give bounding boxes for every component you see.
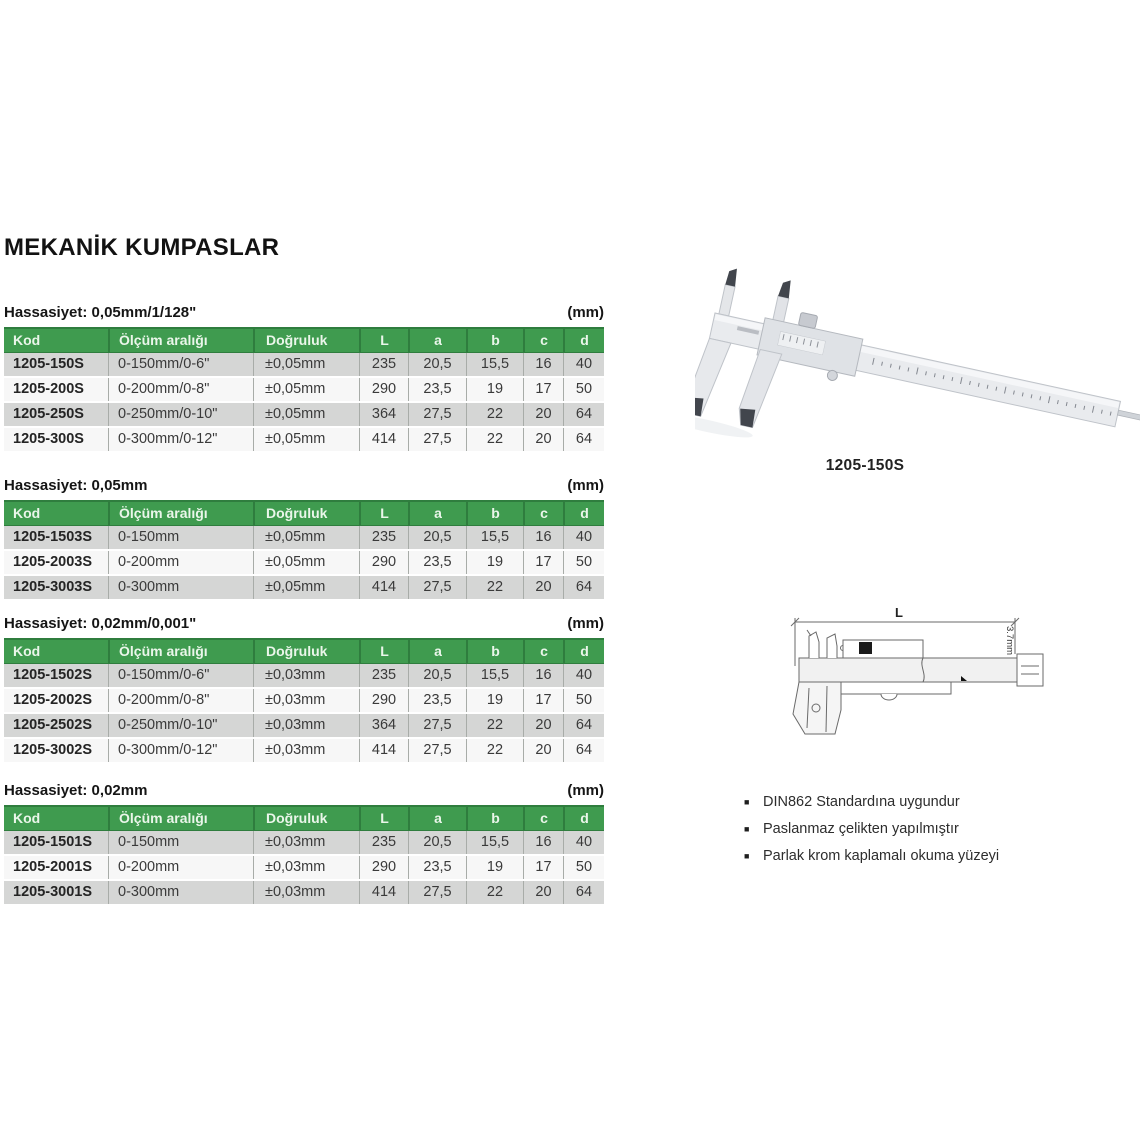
cell-kod: 1205-2502S (13, 717, 93, 733)
col-header-b: b (466, 640, 523, 663)
col-header-a: a (408, 807, 466, 830)
cell-accuracy: ±0,03mm (253, 856, 359, 879)
cell-b: 22 (466, 403, 523, 426)
cell-c: 20 (523, 881, 563, 904)
cell-c: 20 (523, 739, 563, 762)
table-row (4, 714, 604, 739)
cell-c: 16 (523, 526, 563, 549)
figure-caption: 1205-150S (825, 457, 905, 474)
cell-d: 50 (563, 378, 604, 401)
cell-range: 0-200mm (108, 551, 253, 574)
cell-L: 414 (359, 739, 408, 762)
table-row (4, 739, 604, 764)
table-row (4, 576, 604, 601)
col-header-kod: Kod (13, 505, 41, 521)
col-header-accuracy: Doğruluk (253, 640, 359, 663)
cell-kod: 1205-2001S (13, 859, 93, 875)
cell-a: 23,5 (408, 378, 466, 401)
col-header-L: L (359, 329, 408, 352)
table-row (4, 378, 604, 403)
cell-L: 235 (359, 831, 408, 854)
cell-b: 19 (466, 378, 523, 401)
cell-kod: 1205-3002S (13, 742, 93, 758)
cell-c: 17 (523, 689, 563, 712)
cell-kod: 1205-300S (13, 431, 84, 447)
cell-b: 22 (466, 739, 523, 762)
cell-c: 16 (523, 831, 563, 854)
page-title: MEKANİK KUMPASLAR (4, 234, 280, 261)
section-title: Hassasiyet: 0,02mm (4, 782, 148, 799)
cell-accuracy: ±0,03mm (253, 831, 359, 854)
cell-range: 0-150mm (108, 526, 253, 549)
cell-a: 20,5 (408, 831, 466, 854)
cell-L: 290 (359, 689, 408, 712)
bullet-square-icon: ■ (744, 797, 750, 807)
col-header-d: d (563, 502, 604, 525)
cell-accuracy: ±0,05mm (253, 353, 359, 376)
cell-L: 364 (359, 403, 408, 426)
table-row (4, 689, 604, 714)
cell-range: 0-200mm/0-8" (108, 689, 253, 712)
cell-d: 64 (563, 403, 604, 426)
cell-d: 40 (563, 664, 604, 687)
cell-d: 64 (563, 714, 604, 737)
section-title: Hassasiyet: 0,02mm/0,001" (4, 615, 197, 632)
cell-a: 27,5 (408, 739, 466, 762)
cell-L: 235 (359, 526, 408, 549)
spec-table-section-1 (4, 304, 604, 453)
spec-table-section-3 (4, 615, 604, 764)
cell-a: 20,5 (408, 526, 466, 549)
cell-d: 50 (563, 856, 604, 879)
caliper-technical-drawing (783, 592, 1053, 744)
col-header-c: c (523, 807, 563, 830)
upper-fixed-jaw (719, 285, 735, 316)
cell-L: 414 (359, 576, 408, 599)
spec-table (4, 500, 604, 601)
table-header-row (4, 502, 604, 526)
cell-L: 235 (359, 664, 408, 687)
cell-b: 15,5 (466, 664, 523, 687)
col-header-L: L (359, 502, 408, 525)
cell-L: 290 (359, 856, 408, 879)
cell-kod: 1205-200S (13, 381, 84, 397)
table-header-row (4, 807, 604, 831)
table-header-row (4, 640, 604, 664)
cell-range: 0-150mm/0-6" (108, 664, 253, 687)
cell-a: 23,5 (408, 551, 466, 574)
cell-kod: 1205-3003S (13, 579, 93, 595)
table-row (4, 353, 604, 378)
cell-kod: 1205-1502S (13, 667, 93, 683)
cell-c: 17 (523, 378, 563, 401)
col-header-a: a (408, 502, 466, 525)
col-header-a: a (408, 329, 466, 352)
feature-text: Paslanmaz çelikten yapılmıştır (763, 821, 959, 837)
cell-b: 22 (466, 428, 523, 451)
cell-kod: 1205-150S (13, 356, 84, 372)
col-header-c: c (523, 640, 563, 663)
spec-table (4, 805, 604, 906)
cell-b: 15,5 (466, 526, 523, 549)
cell-L: 290 (359, 378, 408, 401)
cell-accuracy: ±0,03mm (253, 689, 359, 712)
table-row (4, 551, 604, 576)
cell-accuracy: ±0,05mm (253, 526, 359, 549)
cell-b: 15,5 (466, 353, 523, 376)
cell-c: 17 (523, 856, 563, 879)
cell-range: 0-150mm (108, 831, 253, 854)
col-header-accuracy: Doğruluk (253, 329, 359, 352)
cell-a: 27,5 (408, 428, 466, 451)
cell-d: 64 (563, 739, 604, 762)
cell-range: 0-300mm/0-12" (108, 739, 253, 762)
cell-accuracy: ±0,03mm (253, 714, 359, 737)
cell-accuracy: ±0,05mm (253, 551, 359, 574)
cell-accuracy: ±0,03mm (253, 881, 359, 904)
col-header-c: c (523, 502, 563, 525)
col-header-range: Ölçüm aralığı (108, 502, 253, 525)
cell-L: 364 (359, 714, 408, 737)
col-header-c: c (523, 329, 563, 352)
cell-range: 0-200mm (108, 856, 253, 879)
col-header-a: a (408, 640, 466, 663)
col-header-b: b (466, 807, 523, 830)
col-header-kod: Kod (13, 332, 41, 348)
cell-range: 0-300mm/0-12" (108, 428, 253, 451)
cell-b: 22 (466, 881, 523, 904)
cell-accuracy: ±0,03mm (253, 664, 359, 687)
cell-range: 0-300mm (108, 576, 253, 599)
spec-table (4, 638, 604, 764)
feature-list (744, 793, 999, 874)
cell-b: 19 (466, 551, 523, 574)
cell-c: 16 (523, 353, 563, 376)
cell-L: 290 (359, 551, 408, 574)
caliper-photo (695, 258, 1140, 463)
table-row (4, 881, 604, 906)
col-header-range: Ölçüm aralığı (108, 329, 253, 352)
col-header-b: b (466, 502, 523, 525)
cell-c: 20 (523, 403, 563, 426)
cell-d: 40 (563, 526, 604, 549)
cell-accuracy: ±0,05mm (253, 403, 359, 426)
table-row (4, 526, 604, 551)
cell-L: 235 (359, 353, 408, 376)
cell-b: 19 (466, 856, 523, 879)
feature-item (744, 793, 999, 811)
cell-c: 20 (523, 576, 563, 599)
table-header-row (4, 329, 604, 353)
table-row (4, 428, 604, 453)
cell-a: 20,5 (408, 353, 466, 376)
table-row (4, 856, 604, 881)
depth-rod (1117, 410, 1140, 420)
col-header-d: d (563, 329, 604, 352)
cell-kod: 1205-3001S (13, 884, 93, 900)
col-header-b: b (466, 329, 523, 352)
cell-kod: 1205-250S (13, 406, 84, 422)
col-header-L: L (359, 807, 408, 830)
cell-c: 17 (523, 551, 563, 574)
cell-b: 15,5 (466, 831, 523, 854)
cell-range: 0-150mm/0-6" (108, 353, 253, 376)
col-header-range: Ölçüm aralığı (108, 807, 253, 830)
cell-d: 64 (563, 428, 604, 451)
cell-range: 0-250mm/0-10" (108, 403, 253, 426)
unit-label: (mm) (567, 782, 604, 799)
col-header-accuracy: Doğruluk (253, 502, 359, 525)
unit-label: (mm) (567, 304, 604, 321)
cell-range: 0-250mm/0-10" (108, 714, 253, 737)
col-header-d: d (563, 807, 604, 830)
cell-range: 0-200mm/0-8" (108, 378, 253, 401)
cell-accuracy: ±0,05mm (253, 428, 359, 451)
cell-range: 0-300mm (108, 881, 253, 904)
cell-b: 22 (466, 576, 523, 599)
unit-label: (mm) (567, 477, 604, 494)
bullet-square-icon: ■ (744, 851, 750, 861)
cell-kod: 1205-1501S (13, 834, 93, 850)
section-title: Hassasiyet: 0,05mm (4, 477, 148, 494)
unit-label: (mm) (567, 615, 604, 632)
cell-a: 27,5 (408, 403, 466, 426)
cell-a: 20,5 (408, 664, 466, 687)
feature-text: DIN862 Standardına uygundur (763, 794, 960, 810)
cell-accuracy: ±0,05mm (253, 378, 359, 401)
thumb-grip (859, 642, 872, 654)
table-row (4, 831, 604, 856)
cell-d: 64 (563, 881, 604, 904)
cell-L: 414 (359, 428, 408, 451)
cell-d: 50 (563, 689, 604, 712)
cell-b: 19 (466, 689, 523, 712)
cell-c: 20 (523, 428, 563, 451)
col-header-range: Ölçüm aralığı (108, 640, 253, 663)
cell-a: 23,5 (408, 689, 466, 712)
col-header-kod: Kod (13, 643, 41, 659)
table-row (4, 403, 604, 428)
cell-b: 22 (466, 714, 523, 737)
cell-a: 27,5 (408, 576, 466, 599)
cell-d: 50 (563, 551, 604, 574)
col-header-accuracy: Doğruluk (253, 807, 359, 830)
table-row (4, 664, 604, 689)
cell-a: 23,5 (408, 856, 466, 879)
feature-item (744, 820, 999, 838)
cell-c: 16 (523, 664, 563, 687)
cell-accuracy: ±0,05mm (253, 576, 359, 599)
col-header-kod: Kod (13, 810, 41, 826)
feature-text: Parlak krom kaplamalı okuma yüzeyi (763, 848, 1000, 864)
cell-c: 20 (523, 714, 563, 737)
dimension-L-label: L (895, 605, 903, 620)
dimension-height-label: 3.7mm (1004, 626, 1015, 656)
cell-d: 64 (563, 576, 604, 599)
cell-d: 40 (563, 353, 604, 376)
spec-table (4, 327, 604, 453)
col-header-d: d (563, 640, 604, 663)
section-title: Hassasiyet: 0,05mm/1/128" (4, 304, 197, 321)
cell-kod: 1205-2003S (13, 554, 93, 570)
feature-item (744, 847, 999, 865)
col-header-L: L (359, 640, 408, 663)
bullet-square-icon: ■ (744, 824, 750, 834)
cell-L: 414 (359, 881, 408, 904)
spec-table-section-4 (4, 782, 604, 906)
cell-accuracy: ±0,03mm (253, 739, 359, 762)
cell-a: 27,5 (408, 714, 466, 737)
cell-a: 27,5 (408, 881, 466, 904)
spec-table-section-2 (4, 477, 604, 601)
cell-kod: 1205-1503S (13, 529, 93, 545)
cell-d: 40 (563, 831, 604, 854)
cell-kod: 1205-2002S (13, 692, 93, 708)
